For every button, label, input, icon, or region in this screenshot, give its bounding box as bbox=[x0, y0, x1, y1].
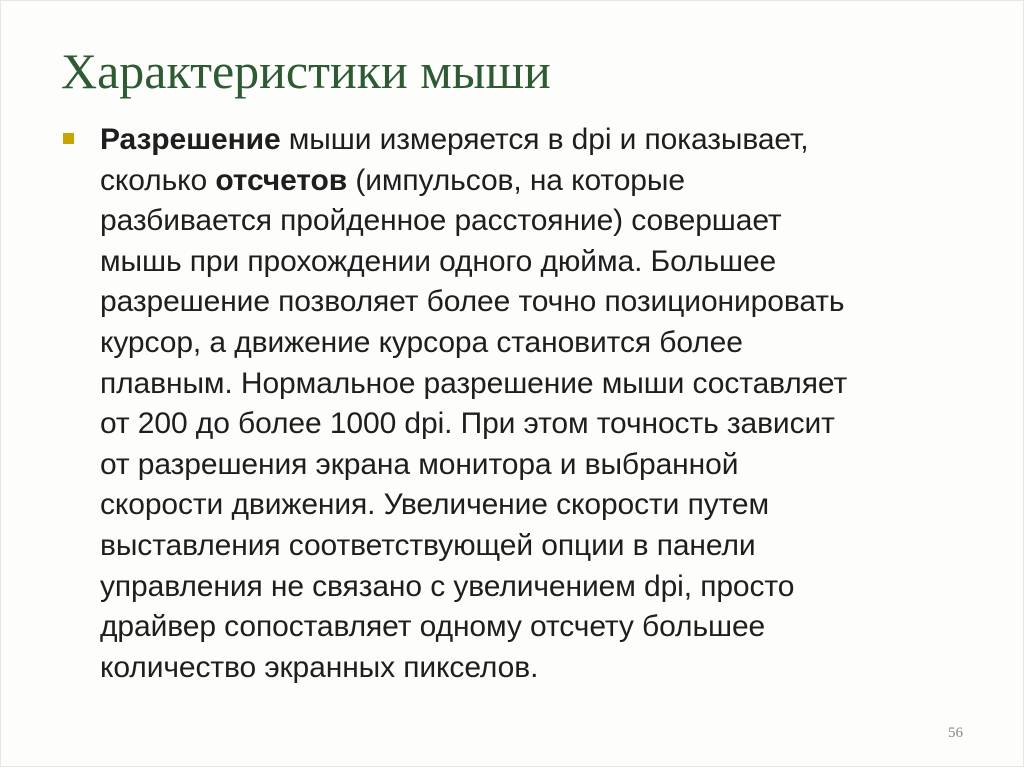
paragraph-line: разрешение позволяет более точно позиционировать bbox=[100, 285, 845, 319]
paragraph-line: курсор, а движение курсора становится более bbox=[100, 325, 743, 359]
page-number: 56 bbox=[948, 725, 963, 741]
line-text: сколько bbox=[100, 163, 216, 197]
paragraph-line bbox=[100, 120, 981, 161]
slide-title: Характеристики мыши bbox=[61, 43, 551, 99]
paragraph-line: мышь при прохождении одного дюйма. Большее bbox=[100, 244, 777, 278]
paragraph-line: от 200 до более 1000 dpi. При этом точность зависит bbox=[100, 407, 835, 441]
paragraph-line: от разрешения экрана монитора и выбранной bbox=[100, 447, 739, 481]
paragraph-line: управления не связано с увеличением dpi, просто bbox=[100, 569, 795, 603]
paragraph-line: плавным. Нормальное разрешение мыши составляет bbox=[100, 366, 848, 400]
bullet-list bbox=[61, 120, 981, 688]
paragraph-line: драйвер сопоставляет одному отсчету большее bbox=[100, 610, 766, 644]
paragraph-line: разбивается пройденное расстояние) совершает bbox=[100, 204, 782, 238]
bold-term: отсчетов bbox=[215, 163, 348, 197]
bold-term: Разрешение bbox=[100, 123, 281, 156]
paragraph-line bbox=[100, 161, 981, 202]
square-bullet-icon bbox=[63, 133, 74, 144]
line-text: мыши измеряется в dpi и показывает, bbox=[280, 123, 809, 156]
paragraph-line: количество экранных пикселов. bbox=[100, 650, 539, 684]
bullet-item bbox=[61, 120, 981, 688]
paragraph-line: скорости движения. Увеличение скорости путем bbox=[100, 488, 770, 522]
paragraph-line: выставления соответствующей опции в панели bbox=[100, 528, 756, 562]
line-text: (импульсов, на которые bbox=[347, 163, 685, 197]
